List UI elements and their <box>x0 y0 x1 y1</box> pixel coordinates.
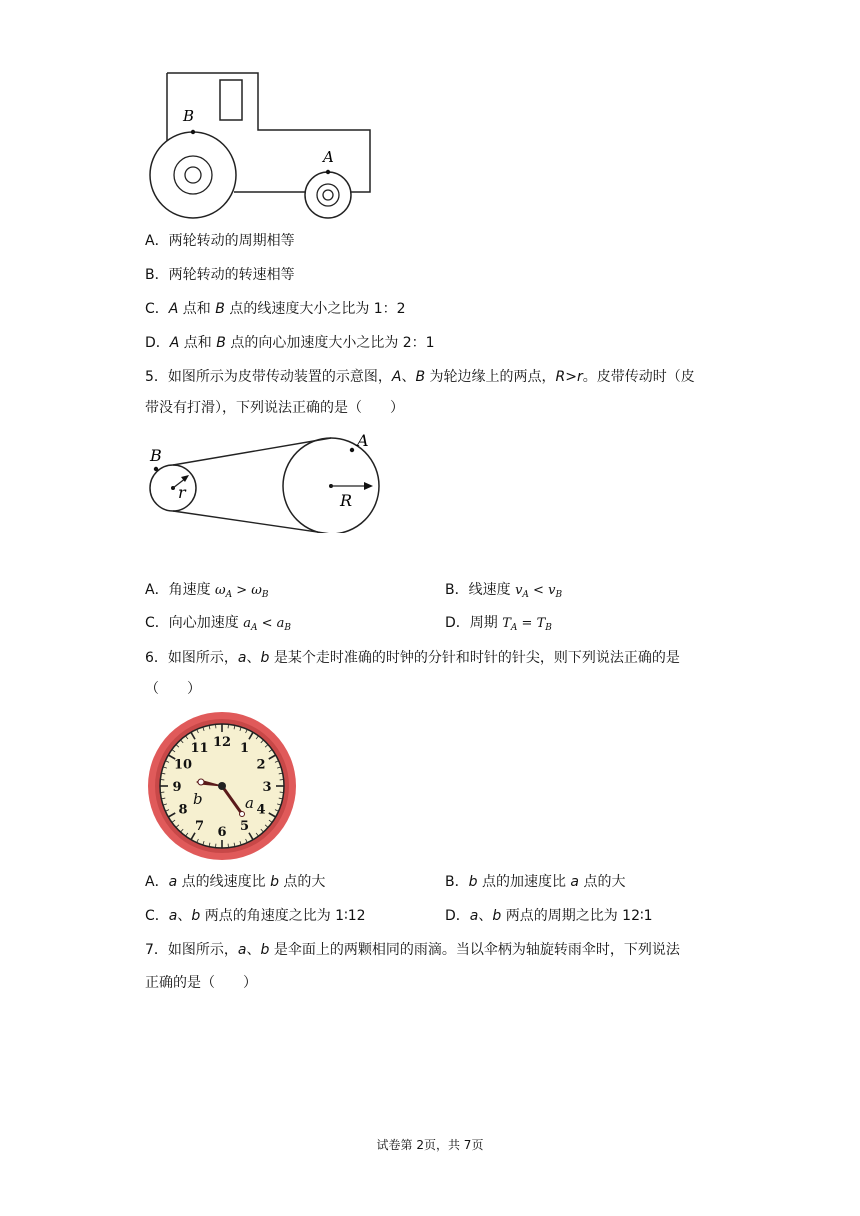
q6-stem-line2: （ ） <box>145 681 201 697</box>
q7-stem-line1: 7．如图所示，a、b 是伞面上的两颗相同的雨滴。当以伞柄为轴旋转雨伞时，下列说法 <box>145 942 680 958</box>
clock-numeral: 2 <box>256 757 266 773</box>
q4-option-a: A．两轮转动的周期相等 <box>145 233 295 249</box>
q7-stem-line2: 正确的是（ ） <box>145 975 257 991</box>
q4-option-d: D．A 点和 B 点的向心加速度大小之比为 2：1 <box>145 335 435 351</box>
q5-option-d: D．周期 $T_A = T_B$ <box>445 615 552 633</box>
q6-option-d: D．a、b 两点的周期之比为 12∶1 <box>445 908 653 924</box>
point-a <box>326 170 330 174</box>
page-footer: 试卷第 2页，共 7页 <box>376 1138 484 1152</box>
q4-option-c: C．A 点和 B 点的线速度大小之比为 1：2 <box>145 301 406 317</box>
front-wheel <box>305 172 351 218</box>
clock-numeral: 8 <box>178 802 188 818</box>
clock-numeral: 3 <box>262 780 272 795</box>
label-b: B <box>150 446 162 465</box>
point-b <box>191 130 195 134</box>
clock-numeral: 6 <box>217 825 227 840</box>
clock-figure <box>146 710 298 862</box>
belt-drive-figure <box>140 428 390 533</box>
point-a <box>350 448 354 452</box>
label-b: b <box>193 790 203 808</box>
q6-option-a: A．a 点的线速度比 b 点的大 <box>145 874 326 890</box>
q4-option-b: B．两轮转动的转速相等 <box>145 267 295 283</box>
q5-stem-line1: 5．如图所示为皮带传动装置的示意图，A、B 为轮边缘上的两点，R>r。皮带传动时（皮 <box>145 369 695 385</box>
label-R: R <box>340 491 353 510</box>
q5-stem-line2: 带没有打滑），下列说法正确的是（ ） <box>145 400 404 416</box>
q6-stem-line1: 6．如图所示，a、b 是某个走时准确的时钟的分针和时针的针尖，则下列说法正确的是 <box>145 650 680 666</box>
clock-numeral: 1 <box>239 741 250 757</box>
q5-option-b: B．线速度 $v_A < v_B$ <box>445 582 563 600</box>
label-a: A <box>357 431 369 450</box>
clock-numeral: 7 <box>194 818 205 834</box>
tractor-window <box>220 80 242 120</box>
point-b <box>154 467 158 471</box>
rear-wheel <box>150 132 236 218</box>
label-b: B <box>183 107 195 125</box>
clock-numeral: 4 <box>256 802 266 818</box>
clock-numeral: 10 <box>173 757 193 773</box>
q5-option-c: C．向心加速度 $a_A < a_B$ <box>145 615 292 633</box>
clock-numeral: 12 <box>212 735 232 750</box>
label-r: r <box>178 483 186 502</box>
q6-option-b: B．b 点的加速度比 a 点的大 <box>445 874 626 890</box>
q5-option-a: A．角速度 $\omega_A > \omega_B$ <box>145 582 269 600</box>
label-a: A <box>323 148 334 166</box>
clock-numeral: 5 <box>239 818 250 834</box>
tractor-figure <box>140 62 380 222</box>
label-a: a <box>245 794 254 812</box>
clock-numeral: 9 <box>172 780 182 795</box>
q6-option-c: C．a、b 两点的角速度之比为 1∶12 <box>145 908 366 924</box>
clock-numeral: 11 <box>190 741 209 757</box>
